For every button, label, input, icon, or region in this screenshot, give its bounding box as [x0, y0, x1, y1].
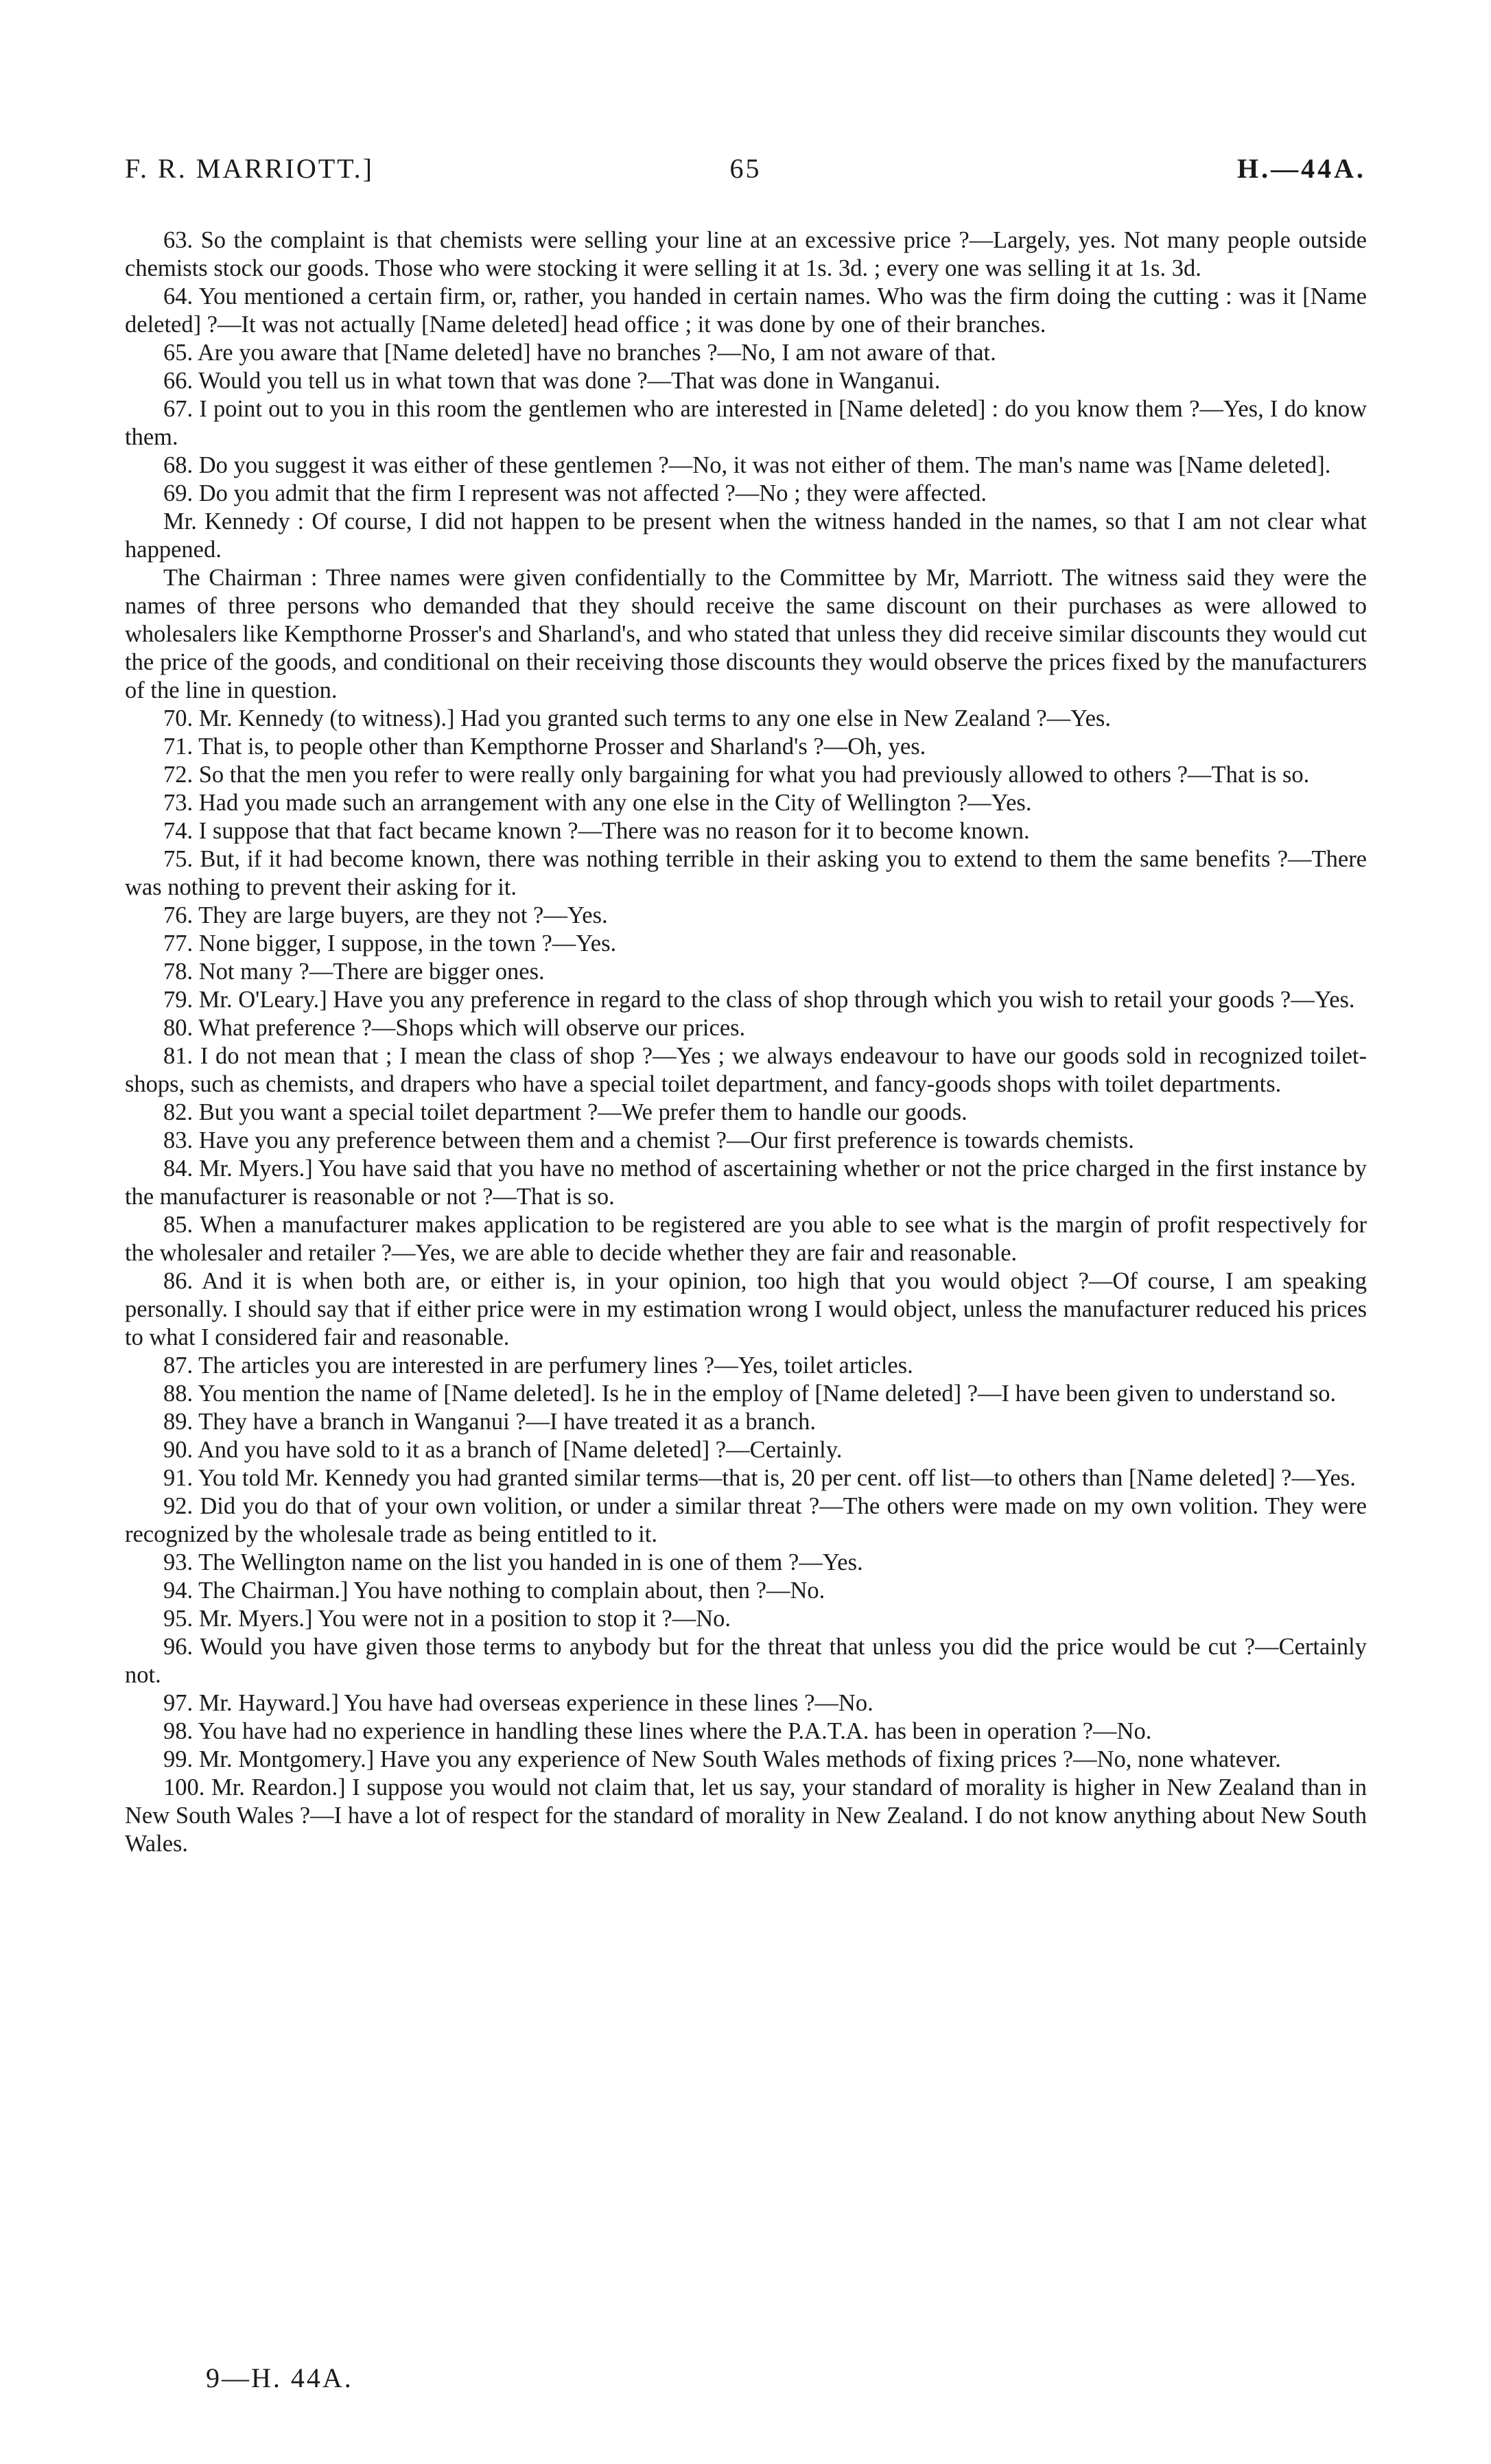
paragraph-q84: 84. Mr. Myers.] You have said that you have no method of ascertaining whether or not the price charged in the first instance by the manufacturer is reasonable or not ?—That is so. [125, 1155, 1367, 1210]
paragraph-q98: 98. You have had no experience in handling these lines where the P.A.T.A. has been in operation ?—No. [163, 1718, 1152, 1744]
paragraph-q93: 93. The Wellington name on the list you handed in is one of them ?—Yes. [163, 1549, 863, 1575]
paragraph-q86: 86. And it is when both are, or either is, in your opinion, too high that you would object ?—Of course, I am speaking personally. I should say that if either price were in my estimation wrong I would object, unless the manufacturer reduced his prices to what I considered fair and reasonable. [125, 1268, 1367, 1350]
paragraph-q90: 90. And you have sold to it as a branch of [Name deleted] ?—Certainly. [163, 1437, 843, 1463]
paragraph-q97: 97. Mr. Hayward.] You have had overseas experience in these lines ?—No. [163, 1690, 873, 1716]
paragraph-q88: 88. You mention the name of [Name deleted]. Is he in the employ of [Name deleted] ?—I have been given to understand so. [163, 1381, 1337, 1407]
paragraph-q81: 81. I do not mean that ; I mean the class of shop ?—Yes ; we always endeavour to have our goods sold in recognized toilet-shops, such as chemists, and drapers who have a special toilet department, and fancy-goods shops with toilet departments. [125, 1043, 1367, 1097]
paragraph-q91: 91. You told Mr. Kennedy you had granted similar terms—that is, 20 per cent. off list—to others than [Name deleted] ?—Yes. [163, 1465, 1356, 1491]
paragraph-q69: 69. Do you admit that the firm I represent was not affected ?—No ; they were affected. [163, 480, 987, 506]
paragraph-q67: 67. I point out to you in this room the gentlemen who are interested in [Name deleted] : do you know them ?—Yes, I do know them. [125, 396, 1367, 450]
header-witness-name: F. R. MARRIOTT.] [125, 153, 374, 184]
paragraph-q75: 75. But, if it had become known, there was nothing terrible in their asking you to extend to them the same benefits ?—There was nothing to prevent their asking for it. [125, 846, 1367, 900]
paragraph-q99: 99. Mr. Montgomery.] Have you any experience of New South Wales methods of fixing prices ?—No, none whatever. [163, 1746, 1281, 1772]
paragraph-q66: 66. Would you tell us in what town that was done ?—That was done in Wanganui. [163, 368, 941, 394]
testimony-body [125, 226, 1367, 1858]
paragraph-q92: 92. Did you do that of your own volition, or under a similar threat ?—The others were made on my own volition. They were recognized by the wholesale trade as being entitled to it. [125, 1493, 1367, 1547]
paragraph-q89: 89. They have a branch in Wanganui ?—I have treated it as a branch. [163, 1409, 817, 1435]
paragraph-q87: 87. The articles you are interested in are perfumery lines ?—Yes, toilet articles. [163, 1352, 913, 1378]
paragraph-q79: 79. Mr. O'Leary.] Have you any preference in regard to the class of shop through which you wish to retail your goods ?—Yes. [163, 987, 1355, 1013]
paragraph-q65: 65. Are you aware that [Name deleted] have no branches ?—No, I am not aware of that. [163, 340, 996, 366]
header-page-number: 65 [729, 153, 762, 184]
footer-signature-mark: 9—H. 44A. [206, 2362, 353, 2393]
paragraph-q70: 70. Mr. Kennedy (to witness).] Had you granted such terms to any one else in New Zealand ?—Yes. [163, 705, 1111, 731]
paragraph-q85: 85. When a manufacturer makes application to be registered are you able to see what is the margin of profit respectively for the wholesaler and retailer ?—Yes, we are able to decide whether they are fair and reasonable. [125, 1212, 1367, 1266]
paragraph-q100: 100. Mr. Reardon.] I suppose you would not claim that, let us say, your standard of morality is higher in New Zealand than in New South Wales ?—I have a lot of respect for the standard of morality in New Zealand. I do not know anything about New South Wales. [125, 1774, 1367, 1857]
paragraph-q95: 95. Mr. Myers.] You were not in a position to stop it ?—No. [163, 1606, 731, 1632]
paragraph-q78: 78. Not many ?—There are bigger ones. [163, 959, 545, 985]
paragraph-q73: 73. Had you made such an arrangement with any one else in the City of Wellington ?—Yes. [163, 790, 1032, 816]
paragraph-q83: 83. Have you any preference between them and a chemist ?—Our first preference is towards chemists. [163, 1127, 1134, 1153]
paragraph-q94: 94. The Chairman.] You have nothing to complain about, then ?—No. [163, 1577, 825, 1604]
paragraph-chairman: The Chairman : Three names were given confidentially to the Committee by Mr, Marriott. The witness said they were the names of three persons who demanded that they should receive the same discount on their purchases as were allowed to wholesalers like Kempthorne Prosser's and Sharland's, and who stated that unless they did receive similar discounts they would cut the price of the goods, and conditional on their receiving those discounts they would observe the prices fixed by the manufacturers of the line in question. [125, 565, 1367, 703]
paragraph-q71: 71. That is, to people other than Kempthorne Prosser and Sharland's ?—Oh, yes. [163, 734, 926, 760]
paragraph-q77: 77. None bigger, I suppose, in the town ?—Yes. [163, 930, 617, 957]
paragraph-q82: 82. But you want a special toilet department ?—We prefer them to handle our goods. [163, 1099, 967, 1125]
paragraph-q96: 96. Would you have given those terms to anybody but for the threat that unless you did the price would be cut ?—Certainly not. [125, 1634, 1367, 1688]
paragraph-q72: 72. So that the men you refer to were really only bargaining for what you had previously allowed to others ?—That is so. [163, 762, 1310, 788]
paragraph-q63: 63. So the complaint is that chemists were selling your line at an excessive price ?—Largely, yes. Not many people outside chemists stock our goods. Those who were stocking it were selling it at 1s. 3d. ; every one was selling it at 1s. 3d. [125, 227, 1367, 281]
paragraph-q76: 76. They are large buyers, are they not ?—Yes. [163, 902, 608, 928]
header-document-ref: H.—44A. [1237, 153, 1366, 184]
paragraph-q74: 74. I suppose that that fact became known ?—There was no reason for it to become known. [163, 818, 1030, 844]
paragraph-q64: 64. You mentioned a certain firm, or, rather, you handed in certain names. Who was the firm doing the cutting : was it [Name deleted] ?—It was not actually [Name deleted] head office ; it was done by one of their branches. [125, 283, 1367, 338]
paragraph-mr-kennedy: Mr. Kennedy : Of course, I did not happen to be present when the witness handed in the names, so that I am not clear what happened. [125, 508, 1367, 563]
paragraph-q80: 80. What preference ?—Shops which will observe our prices. [163, 1015, 746, 1041]
page-header [125, 152, 1366, 193]
paragraph-q68: 68. Do you suggest it was either of these gentlemen ?—No, it was not either of them. The man's name was [Name deleted]. [163, 452, 1331, 478]
